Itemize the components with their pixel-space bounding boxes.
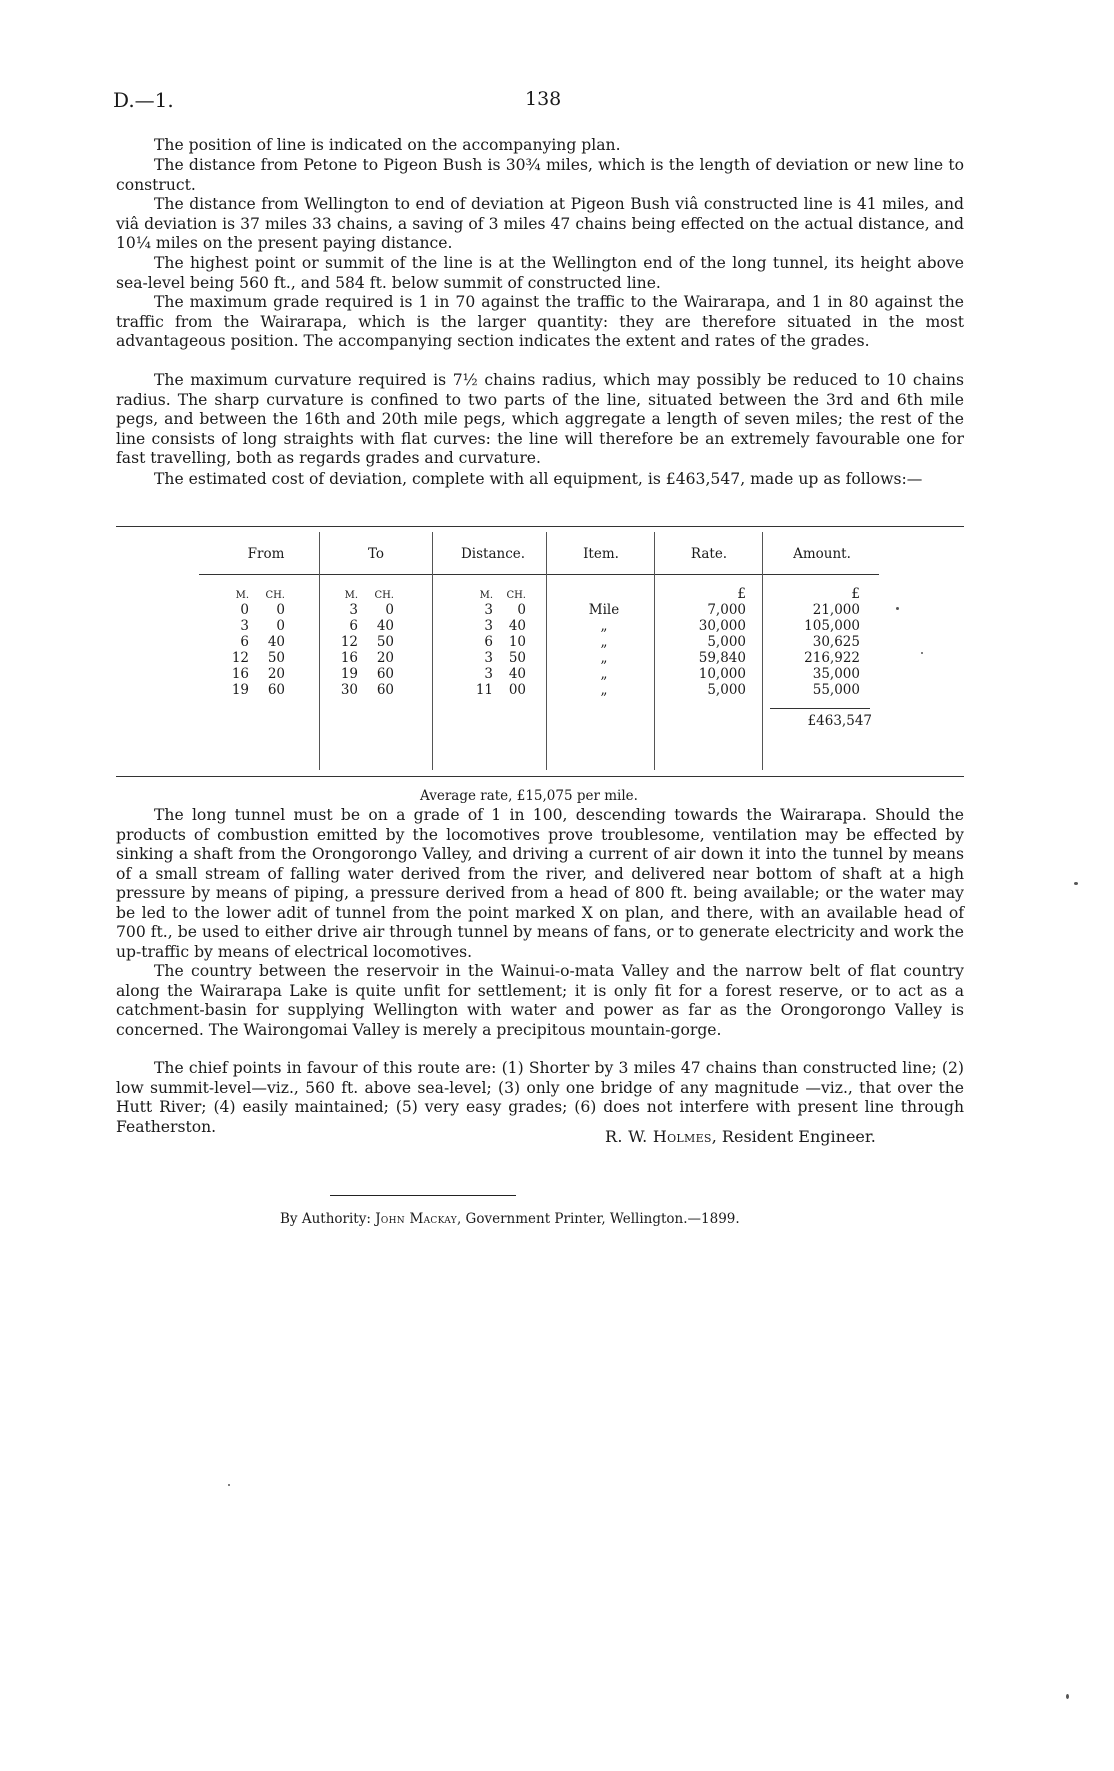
paragraph-4: The highest point or summit of the line is at the Wellington end of the long tunnel, its height above sea-level being 560 ft., and 584 ft. below summit of constructed line. xyxy=(116,254,964,292)
average-rate: Average rate, £15,075 per mile. xyxy=(420,788,638,804)
scan-speck xyxy=(921,652,923,654)
document-code: D.—1. xyxy=(113,88,174,112)
paragraph-9: The country between the reservoir in the Wainui-o-mata Valley and the narrow belt of flat country along the Wairarapa Lake is quite unfit for settlement; it is only fit for a forest reserve, or to act as a catchment-basin for supplying Wellington with water and power as far as the Orongorongo Valley is concerned. The Wairongomai Valley is merely a precipitous mountain-gorge. xyxy=(116,962,964,1039)
paragraph-6: The maximum curvature required is 7½ chains radius, which may possibly be reduced to 10 chains radius. The sharp curvature is confined to two parts of the line, situated between the 3rd and 6th mile pegs, and between the 16th and 20th mile pegs, which aggregate a length of seven miles; the rest of the line consists of long straights with flat curves: the line will therefore be an extremely favourable one for fast travelling, both as regards grades and curvature. xyxy=(116,371,964,467)
page-header xyxy=(113,88,963,116)
scan-speck xyxy=(1074,882,1078,885)
paragraph-10: The chief points in favour of this route are: (1) Shorter by 3 miles 47 chains than constructed line; (2) low summit-level—viz., 560 ft. above sea-level; (3) only one bridge of any magnitude —viz., that over the Hutt River; (4) easily maintained; (5) very easy grades; (6) does not interfere with present line through Featherston. xyxy=(116,1059,964,1136)
paragraph-1: The position of line is indicated on the accompanying plan. xyxy=(154,136,621,154)
paragraph-7: The estimated cost of deviation, complete with all equipment, is £463,547, made up as follows:— xyxy=(154,470,923,488)
scan-speck xyxy=(896,607,899,610)
scan-speck xyxy=(228,1484,230,1486)
cost-table: From To Distance. Item. Rate. Amount. M. CH. M. CH. M. CH. £ £ 0 0 3 0 3 0 Mile 7,000 21,000 3 0 6 40 3 40 „ 30,000 105,000 6 40 12 50 6 10 „ 5,000 30,625 12 50 16 20 3 50 „ 59,840 216,922 16 20 19 60 3 40 „ 10,000 35,000 19 60 30 60 11 00 „ 5,000 55,000 £463,547 xyxy=(116,526,964,776)
col-divider xyxy=(432,532,433,770)
paragraph-2: The distance from Petone to Pigeon Bush is 30¾ miles, which is the length of deviation or new line to construct. xyxy=(116,156,964,194)
col-divider xyxy=(546,532,547,770)
scan-speck xyxy=(1066,1694,1069,1699)
paragraph-8: The long tunnel must be on a grade of 1 in 100, descending towards the Wairarapa. Should the products of combustion emitted by the locomotives prove troublesome, ventilation may be effected by sinking a shaft from the Orongorongo Valley, and driving a current of air down it into the tunnel by means of a small stream of falling water derived from the river, and delivered near bottom of shaft at a high pressure by means of piping, a pressure derived from a head of 800 ft. being available; or the water may be led to the lower adit of tunnel from the point marked X on plan, and there, with an available head of 700 ft., be used to either drive air through tunnel by means of fans, or to generate electricity and work the up-traffic by means of electrical locomotives. xyxy=(116,806,964,961)
signature: R. W. Holmes, Resident Engineer. xyxy=(605,1127,876,1146)
col-divider xyxy=(654,532,655,770)
col-header-item: Item. xyxy=(583,546,619,562)
paragraph-5: The maximum grade required is 1 in 70 against the traffic to the Wairarapa, and 1 in 80 against the traffic from the Wairarapa, which is the larger quantity: they are therefore situated in the most advantageous position. The accompanying section indicates the extent and rates of the grades. xyxy=(116,293,964,350)
col-header-rate: Rate. xyxy=(690,546,728,562)
table-top-rule xyxy=(116,526,964,527)
total-rule xyxy=(770,708,870,709)
table-bottom-rule xyxy=(116,776,964,777)
paragraph-3: The distance from Wellington to end of deviation at Pigeon Bush viâ constructed line is 41 miles, and viâ deviation is 37 miles 33 chains, a saving of 3 miles 47 chains being effected on the actual distance, and 10¼ miles on the present paying distance. xyxy=(116,195,964,252)
table-total: £463,547 xyxy=(807,713,872,729)
col-divider xyxy=(319,532,320,770)
col-divider xyxy=(762,532,763,770)
col-header-to: To xyxy=(367,546,385,562)
table-header-rule xyxy=(199,574,879,575)
page-number: 138 xyxy=(525,88,562,110)
col-header-from: From xyxy=(247,546,285,562)
printer-imprint: By Authority: John Mackay, Government Printer, Wellington.—1899. xyxy=(280,1211,740,1227)
footer-rule xyxy=(330,1195,516,1196)
col-header-amount: Amount. xyxy=(793,546,851,562)
col-header-distance: Distance. xyxy=(460,546,526,562)
